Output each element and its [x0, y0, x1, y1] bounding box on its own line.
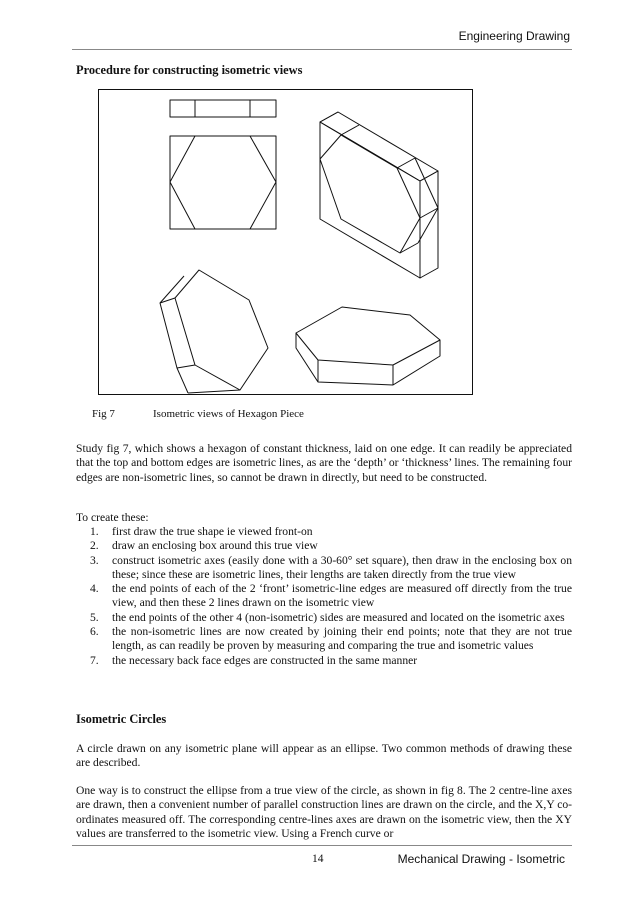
figure-number: Fig 7 — [92, 408, 115, 420]
isometric-hexagon-flat — [296, 307, 440, 385]
section-heading-procedure: Procedure for constructing isometric views — [76, 63, 303, 77]
intro-lead: To create these: — [76, 511, 149, 524]
list-item: 2. draw an enclosing box around this true view — [90, 539, 318, 553]
true-view-hexagon — [170, 136, 276, 229]
list-item: 3. construct isometric axes (easily done with a 30-60° set square), then draw in the enclosing box on these; since these are isometric lines, their lengths are taken directly from the true view — [90, 553, 572, 581]
running-header: Engineering Drawing — [458, 29, 570, 43]
intro-paragraph: Study fig 7, which shows a hexagon of constant thickness, laid on one edge. It can readily be appreciated that the top and bottom edges are isometric lines, as are the ‘depth’ or ‘thickness’ lines. The remaining four edges are non-isometric lines, so cannot be drawn in directly, but need to be constructed. — [76, 442, 572, 484]
page-number: 14 — [312, 853, 324, 865]
isometric-box-construction — [320, 112, 438, 278]
circles-paragraph-1: A circle drawn on any isometric plane will appear as an ellipse. Two common methods of drawing these are described. — [76, 742, 572, 770]
circles-paragraph-2: One way is to construct the ellipse from a true view of the circle, as shown in fig 8. The 2 centre-line axes are drawn, then a convenient number of parallel construction lines are drawn on the circle, and the X,Y co-ordinates measured off. The corresponding centre-lines axes are drawn on the isometric view, then the XY values are transferred to the isometric view. Using a French curve or — [76, 784, 572, 840]
isometric-hexagon-standing — [160, 270, 268, 393]
list-item: 1. first draw the true shape ie viewed front-on — [90, 525, 313, 538]
section-heading-isometric-circles: Isometric Circles — [76, 712, 167, 726]
running-footer: Mechanical Drawing - Isometric — [397, 852, 565, 866]
list-item: 5. the end points of the other 4 (non-isometric) sides are measured and located on the isometric axes — [90, 610, 565, 624]
list-item: 4. the end points of each of the 2 ‘front’ isometric-line edges are measured off directly from the true view, and then these 2 lines drawn on the isometric view — [90, 582, 572, 610]
list-item: 6. the non-isometric lines are now created by joining their end points; note that they are not true length, as can readily be proven by measuring and comparing the true and isometric values — [90, 625, 572, 653]
steps-list — [76, 525, 572, 668]
list-item: 7. the necessary back face edges are constructed in the same manner — [90, 653, 418, 667]
top-view-strip — [170, 100, 276, 117]
figure-caption-text: Isometric views of Hexagon Piece — [153, 408, 304, 420]
figure-caption — [92, 408, 304, 420]
footer-rule — [72, 845, 572, 846]
